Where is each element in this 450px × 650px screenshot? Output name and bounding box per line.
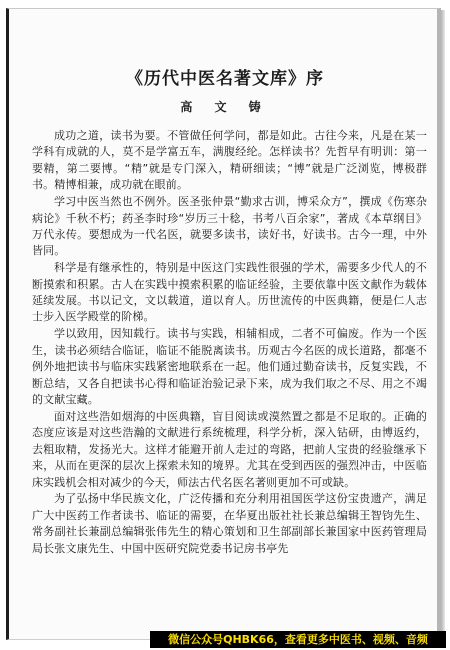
author-name: 高 文 铸 bbox=[180, 100, 270, 114]
paragraph: 学习中医当然也不例外。医圣张仲景“勤求古训，博采众方”，撰成《伤寒杂病论》千秋不朽；药圣李时珍“岁历三十稔，书考八百余家”，著成《本草纲目》万代永传。要想成为一代名医，就要多读书，读好书，好读书。古今一理，中外皆同。 bbox=[32, 195, 427, 258]
paragraph: 科学是有继承性的，特别是中医这门实践性很强的学术，需要多少代人的不断摸索和积累。古人在实践中摸索积累的临证经验，主要依靠中医文献作为载体延续发展。书以记文，文以载道，道以育人。历世流传的中医典籍，便是仁人志士步入医学殿堂的阶梯。 bbox=[32, 261, 427, 324]
page-title: 《历代中医名著文库》序 bbox=[126, 69, 324, 89]
paragraph: 成功之道，读书为要。不管做任何学问，都是如此。古往今来，凡是在某一学科有成就的人，莫不是学富五车，满腹经纶。怎样读书？先哲早有明训：第一要精，第二要博。“精”就是专门深入，精研细读；“博”就是广泛浏览，博极群书。精博相兼，成功就在眼前。 bbox=[32, 129, 427, 192]
paragraph: 学以致用，因知载行。读书与实践，相辅相成，二者不可偏废。作为一个医生，读书必须结合临证，临证不能脱离读书。历观古今名医的成长道路，都毫不例外地把读书与临床实践紧密地联系在一起。他们通过勤奋读书，反复实践，不断总结，又各自把读书心得和临证治验记录下来，成为我们取之不尽、用之不竭的文献宝藏。 bbox=[32, 327, 427, 406]
body-text bbox=[32, 128, 427, 557]
paragraph: 为了弘扬中华民族文化，广泛传播和充分利用祖国医学这份宝贵遗产，满足广大中医药工作者读书、临证的需要，在华夏出版社社长兼总编辑王智钧先生、常务副社长兼副总编辑张伟先生的精心策划和卫生部副部长兼国家中医药管理局局长张文康先生、中国中医研究院党委书记房书亭先 bbox=[32, 492, 427, 555]
paragraph: 面对这些浩如烟海的中医典籍，盲目阅读或漠然置之都是不足取的。正确的态度应该是对这些浩瀚的文献进行系统梳理，科学分析，深入钻研，由博返约，去粗取精，发扬光大。这样才能避开前人走过的弯路，把前人宝贵的经验继承下来，从而在更深的层次上探索未知的境界。尤其在受到西医的强烈冲击，中医临床实践机会相对减少的今天，师法古代名医名著则更加不可或缺。 bbox=[32, 409, 427, 489]
wechat-promo-banner: 微信公众号QHBK66，查看更多中医书、视频、音频 bbox=[150, 631, 446, 648]
